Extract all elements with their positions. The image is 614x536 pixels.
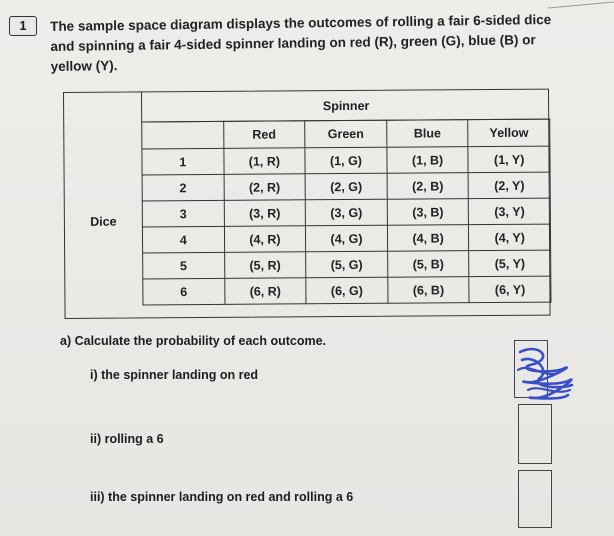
table-row	[142, 146, 550, 175]
spinner-header: Spinner	[141, 90, 550, 123]
outcome-cell: (5, B)	[387, 251, 469, 278]
sample-space-diagram	[63, 89, 551, 319]
question-intro: The sample space diagram displays the outcomes of rolling a fair 6-sided dice and spinning a fair 4-sided spinner landing on red (R), green (G), blue (B) or yellow (Y).	[50, 12, 552, 74]
table-row	[142, 198, 550, 227]
outcome-cell: (4, B)	[387, 225, 469, 252]
outcome-cell: (3, G)	[305, 199, 387, 226]
outcome-cell: (5, G)	[306, 251, 388, 278]
table-row	[143, 276, 551, 305]
outcome-cell: (6, G)	[306, 277, 388, 304]
outcome-cell: (4, R)	[224, 226, 306, 253]
outcome-cell: (1, B)	[387, 147, 469, 174]
page-edge-line	[548, 0, 614, 10]
outcome-cell: (2, Y)	[468, 172, 550, 199]
question-number: 1	[9, 16, 37, 36]
answer-box-iii[interactable]	[518, 470, 552, 528]
outcome-table	[141, 119, 551, 306]
scribble-mark	[510, 340, 580, 410]
outcome-cell: (4, Y)	[469, 224, 551, 251]
part-iii-prompt: iii) the spinner landing on red and rolling a 6	[90, 490, 354, 504]
outcome-cell: (3, B)	[387, 199, 469, 226]
outcome-cell: (6, Y)	[469, 276, 551, 303]
outcome-cell: (6, B)	[388, 277, 470, 304]
outcome-cell: (3, R)	[224, 200, 306, 227]
dice-value: 2	[142, 174, 224, 201]
outcome-cell: (5, Y)	[469, 250, 551, 277]
dice-value: 1	[142, 148, 224, 175]
outcome-cell: (2, R)	[224, 174, 306, 201]
column-header-red: Red	[223, 121, 305, 149]
column-header-row	[142, 119, 550, 149]
outcome-cell: (1, R)	[223, 148, 305, 175]
table-row	[143, 250, 551, 279]
column-header-blue: Blue	[386, 120, 468, 148]
corner-cell	[142, 121, 224, 149]
table-row	[142, 224, 550, 253]
dice-header: Dice	[90, 214, 117, 229]
answer-box-ii[interactable]	[518, 404, 552, 464]
outcome-cell: (2, G)	[305, 173, 387, 200]
outcome-cell: (6, R)	[224, 278, 306, 305]
part-a-prompt: a) Calculate the probability of each outcome.	[60, 334, 327, 348]
outcome-cell: (5, R)	[224, 252, 306, 279]
column-header-yellow: Yellow	[468, 119, 550, 147]
table-row	[142, 172, 550, 201]
part-i-prompt: i) the spinner landing on red	[90, 368, 259, 382]
outcome-cell: (1, Y)	[468, 146, 550, 173]
column-header-green: Green	[305, 120, 387, 148]
dice-value: 6	[143, 278, 225, 305]
outcome-cell: (2, B)	[387, 173, 469, 200]
dice-value: 3	[142, 200, 224, 227]
outcome-cell: (1, G)	[305, 147, 387, 174]
outcome-cell: (4, G)	[306, 225, 388, 252]
dice-value: 5	[143, 252, 225, 279]
dice-value: 4	[142, 226, 224, 253]
part-ii-prompt: ii) rolling a 6	[90, 432, 164, 446]
outcome-cell: (3, Y)	[469, 198, 551, 225]
